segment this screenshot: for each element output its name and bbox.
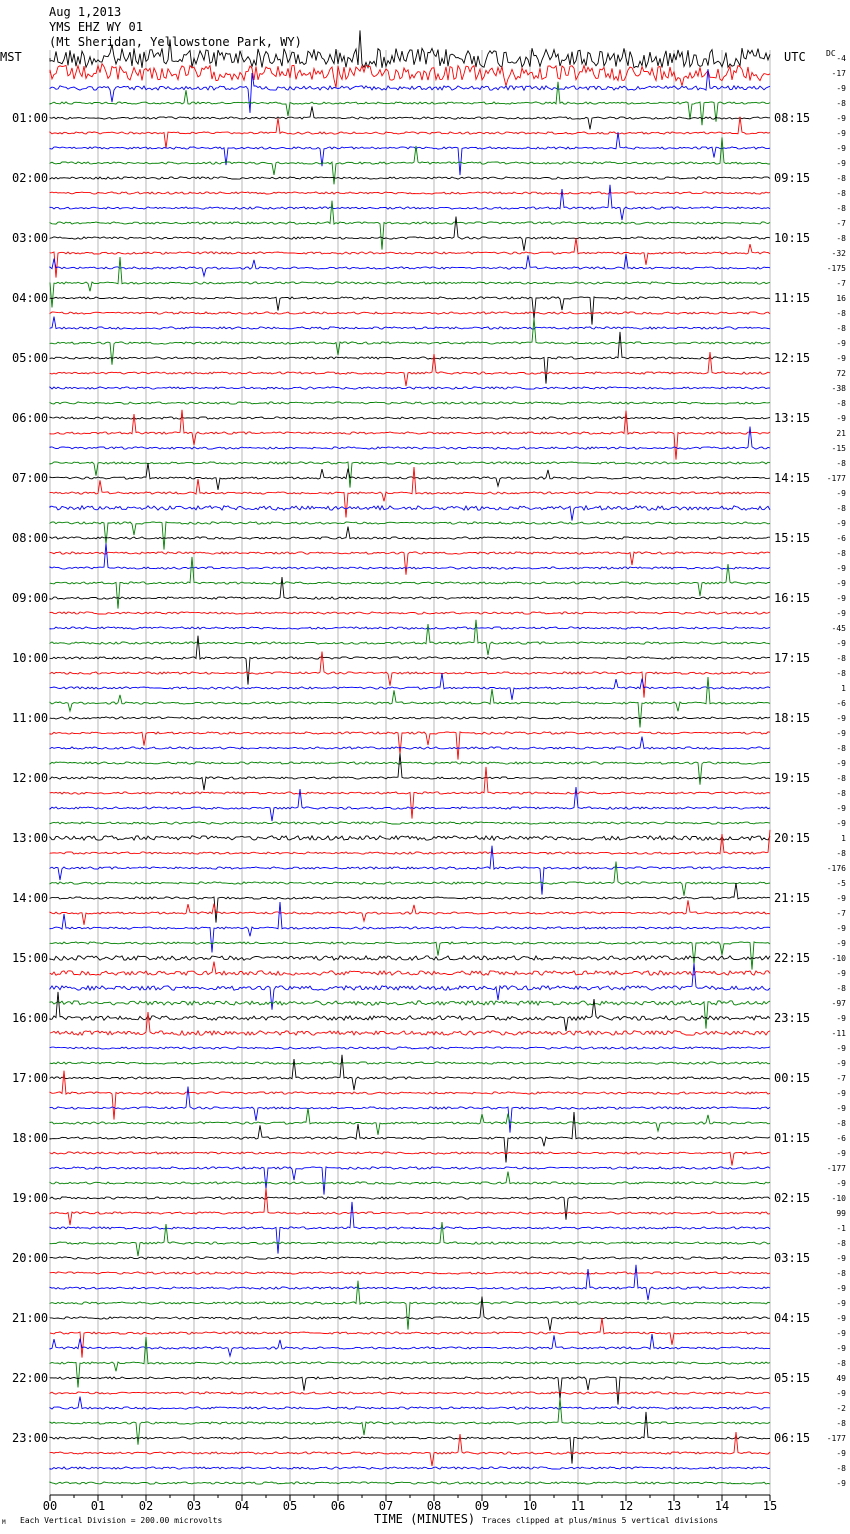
dc-offset-value: -6: [836, 1134, 846, 1143]
trace-line: [50, 1202, 770, 1254]
dc-offset-value: 21: [836, 429, 846, 438]
trace-line: [50, 962, 770, 976]
trace-line: [50, 1467, 770, 1469]
trace-line: [50, 185, 770, 220]
trace-line: [50, 753, 770, 790]
trace-line: [50, 1172, 770, 1185]
trace-line: [50, 387, 770, 389]
trace-line: [50, 652, 770, 698]
dc-offset-value: -7: [836, 909, 846, 918]
dc-offset-value: -8: [836, 99, 846, 108]
trace-line: [50, 317, 770, 330]
dc-offset-value: -11: [831, 1029, 846, 1038]
mst-hour-label: 19:00: [12, 1191, 49, 1205]
mst-hour-label: 20:00: [12, 1251, 49, 1265]
dc-offset-value: -8: [836, 174, 846, 183]
trace-line: [50, 1377, 770, 1405]
dc-offset-value: -8: [836, 399, 846, 408]
trace-line: [50, 1272, 770, 1274]
dc-offset-value: -5: [836, 879, 846, 888]
trace-line: [50, 942, 770, 970]
utc-hour-label: 21:15: [774, 891, 811, 905]
trace-line: [50, 427, 770, 450]
trace-line: [50, 506, 770, 521]
x-axis: [43, 1495, 777, 1513]
trace-line: [50, 312, 770, 314]
dc-offset-value: -8: [836, 669, 846, 678]
mst-hour-label: 01:00: [12, 111, 49, 125]
dc-offset-value: -97: [831, 999, 846, 1008]
dc-offset-value: -8: [836, 459, 846, 468]
trace-line: [50, 830, 770, 854]
dc-offset-value: -1: [836, 1224, 846, 1233]
x-tick-label: 02: [138, 1499, 154, 1513]
dc-offset-value: -10: [831, 1194, 846, 1203]
x-tick-label: 15: [762, 1499, 778, 1513]
dc-offset-value: -8: [836, 744, 846, 753]
dc-offset-value: -8: [836, 234, 846, 243]
mst-hour-label: 13:00: [12, 831, 49, 845]
mst-hour-label: 11:00: [12, 711, 49, 725]
dc-offset-value: -9: [836, 1329, 846, 1338]
trace-line: [50, 732, 770, 760]
utc-hour-label: 02:15: [774, 1191, 811, 1205]
utc-hour-label: 18:15: [774, 711, 811, 725]
utc-hour-label: 23:15: [774, 1011, 811, 1025]
clip-note: Traces clipped at plus/minus 5 vertical divisions: [482, 1516, 719, 1525]
trace-line: [50, 69, 770, 113]
trace-line: [50, 1392, 770, 1394]
dc-offset-value: -9: [836, 84, 846, 93]
dc-offset-value: 72: [836, 369, 846, 378]
trace-line: [50, 612, 770, 614]
utc-hour-label: 09:15: [774, 171, 811, 185]
trace-line: [50, 673, 770, 700]
trace-line: [50, 1001, 770, 1029]
dc-offset-value: -9: [836, 1089, 846, 1098]
mst-hour-label: 08:00: [12, 531, 49, 545]
utc-hour-labels: [774, 111, 810, 1445]
dc-offset-value: -9: [836, 519, 846, 528]
dc-offset-value: -9: [836, 144, 846, 153]
dc-offset-value: -9: [836, 489, 846, 498]
mst-hour-label: 07:00: [12, 471, 49, 485]
trace-line: [50, 1297, 770, 1331]
trace-line: [50, 402, 770, 404]
dc-offset-value: -38: [831, 384, 846, 393]
dc-offset-value: -176: [826, 864, 846, 873]
utc-hour-label: 10:15: [774, 231, 811, 245]
mst-hour-label: 21:00: [12, 1311, 49, 1325]
dc-offset-value: -8: [836, 324, 846, 333]
dc-offset-value: -9: [836, 1479, 846, 1488]
trace-line: [50, 737, 770, 750]
mst-hour-label: 16:00: [12, 1011, 49, 1025]
trace-line: [50, 677, 770, 728]
dc-offset-value: -9: [836, 819, 846, 828]
trace-line: [50, 1397, 770, 1410]
trace-line: [50, 332, 770, 384]
utc-hour-label: 19:15: [774, 771, 811, 785]
dc-offset-value: -8: [836, 204, 846, 213]
trace-line: [50, 846, 770, 895]
dc-offset-value: -9: [836, 129, 846, 138]
trace-line: [50, 257, 770, 308]
dc-offset-value: -8: [836, 654, 846, 663]
trace-line: [50, 177, 770, 179]
dc-offset-value: -9: [836, 1149, 846, 1158]
scale-note: Each Vertical Division = 200.00 microvolts: [20, 1516, 223, 1525]
dc-offset-value: -8: [836, 849, 846, 858]
dc-offset-value: -7: [836, 279, 846, 288]
mst-hour-labels: [12, 111, 48, 1445]
utc-hour-label: 08:15: [774, 111, 811, 125]
dc-offset-value: -9: [836, 1314, 846, 1323]
dc-offset-value: -9: [836, 969, 846, 978]
trace-line: [50, 557, 770, 609]
dc-offset-value: -4: [836, 54, 846, 63]
utc-hour-label: 11:15: [774, 291, 811, 305]
mst-hour-label: 23:00: [12, 1431, 49, 1445]
utc-hour-label: 22:15: [774, 951, 811, 965]
x-tick-label: 09: [474, 1499, 490, 1513]
dc-offset-value: -9: [836, 414, 846, 423]
dc-offset-value: -9: [836, 1044, 846, 1053]
x-tick-label: 13: [666, 1499, 682, 1513]
trace-line: [50, 1318, 770, 1358]
dc-offset-value: -15: [831, 444, 846, 453]
dc-offset-value: -177: [826, 474, 846, 483]
dc-offset-value: -9: [836, 1179, 846, 1188]
dc-offset-value: -9: [836, 714, 846, 723]
trace-line: [50, 107, 770, 130]
trace-line: [50, 902, 770, 953]
trace-line: [50, 822, 770, 824]
dc-offset-value: -6: [836, 534, 846, 543]
mst-hour-label: 06:00: [12, 411, 49, 425]
dc-offset-value: -9: [836, 1014, 846, 1023]
dc-offset-value: -177: [826, 1164, 846, 1173]
mst-hour-label: 22:00: [12, 1371, 49, 1385]
x-tick-label: 07: [378, 1499, 394, 1513]
trace-line: [50, 522, 770, 550]
dc-label: DC: [826, 49, 836, 58]
dc-offset-value: -177: [826, 1434, 846, 1443]
dc-offset-labels: [827, 54, 846, 1488]
x-tick-label: 06: [330, 1499, 346, 1513]
trace-line: [50, 117, 770, 149]
dc-offset-value: -9: [836, 1254, 846, 1263]
corner-mark: M: [2, 1519, 6, 1526]
trace-line: [50, 297, 770, 325]
dc-offset-value: -9: [836, 1299, 846, 1308]
trace-line: [50, 1197, 770, 1220]
dc-offset-value: -8: [836, 504, 846, 513]
trace-line: [50, 552, 770, 575]
x-axis-label: TIME (MINUTES): [374, 1512, 476, 1526]
trace-line: [50, 1047, 770, 1049]
trace-line: [50, 1188, 770, 1225]
dc-offset-value: -9: [836, 894, 846, 903]
trace-line: [50, 883, 770, 923]
trace-line: [50, 900, 770, 925]
dc-offset-value: -8: [836, 1239, 846, 1248]
trace-line: [50, 717, 770, 719]
x-tick-label: 01: [90, 1499, 106, 1513]
trace-line: [50, 1108, 770, 1135]
utc-hour-label: 04:15: [774, 1311, 811, 1325]
trace-line: [50, 762, 770, 785]
x-tick-label: 00: [42, 1499, 58, 1513]
trace-lines: [50, 30, 770, 1484]
dc-offset-value: -9: [836, 1449, 846, 1458]
dc-offset-value: -9: [836, 939, 846, 948]
dc-offset-value: -175: [826, 264, 846, 273]
utc-hour-label: 01:15: [774, 1131, 811, 1145]
trace-line: [50, 1257, 770, 1259]
header-date: Aug 1,2013: [49, 5, 122, 19]
left-axis-title: MST: [0, 50, 22, 64]
mst-hour-label: 04:00: [12, 291, 49, 305]
dc-offset-value: -8: [836, 1464, 846, 1473]
dc-offset-value: -9: [836, 759, 846, 768]
trace-line: [50, 417, 770, 419]
trace-line: [50, 577, 770, 599]
trace-line: [50, 1482, 770, 1484]
x-tick-label: 08: [426, 1499, 442, 1513]
trace-line: [50, 1432, 770, 1466]
dc-offset-value: -9: [836, 609, 846, 618]
dc-offset-value: -8: [836, 789, 846, 798]
trace-line: [50, 620, 770, 655]
mst-hour-label: 02:00: [12, 171, 49, 185]
trace-line: [50, 463, 770, 490]
trace-line: [50, 992, 770, 1031]
dc-offset-value: -8: [836, 549, 846, 558]
mst-hour-label: 10:00: [12, 651, 49, 665]
trace-line: [50, 1152, 770, 1166]
dc-offset-value: 49: [836, 1374, 846, 1383]
dc-offset-value: -9: [836, 339, 846, 348]
dc-offset-value: -9: [836, 924, 846, 933]
trace-line: [50, 1055, 770, 1090]
trace-line: [50, 1334, 770, 1356]
header-location: (Mt Sheridan, Yellowstone Park, WY): [49, 35, 302, 49]
mst-hour-label: 18:00: [12, 1131, 49, 1145]
dc-offset-value: 99: [836, 1209, 846, 1218]
x-tick-label: 04: [234, 1499, 250, 1513]
mst-hour-label: 03:00: [12, 231, 49, 245]
dc-offset-value: -8: [836, 309, 846, 318]
x-tick-label: 14: [714, 1499, 730, 1513]
x-tick-label: 05: [282, 1499, 298, 1513]
dc-offset-value: -9: [836, 1104, 846, 1113]
x-tick-label: 12: [618, 1499, 634, 1513]
dc-offset-value: -9: [836, 564, 846, 573]
trace-line: [50, 1337, 770, 1388]
dc-offset-value: -9: [836, 1389, 846, 1398]
dc-offset-value: -8: [836, 189, 846, 198]
utc-hour-label: 20:15: [774, 831, 811, 845]
utc-hour-label: 00:15: [774, 1071, 811, 1085]
mst-hour-label: 09:00: [12, 591, 49, 605]
utc-hour-label: 03:15: [774, 1251, 811, 1265]
dc-offset-value: -8: [836, 774, 846, 783]
trace-line: [50, 1167, 770, 1195]
dc-offset-value: -8: [836, 1419, 846, 1428]
trace-line: [50, 527, 770, 540]
dc-offset-value: -9: [836, 159, 846, 168]
dc-offset-value: -45: [831, 624, 846, 633]
dc-offset-value: -10: [831, 954, 846, 963]
dc-offset-value: -7: [836, 219, 846, 228]
dc-offset-value: -9: [836, 639, 846, 648]
dc-offset-value: -17: [831, 69, 846, 78]
dc-offset-value: -9: [836, 354, 846, 363]
dc-offset-value: -8: [836, 1359, 846, 1368]
dc-offset-value: -32: [831, 249, 846, 258]
utc-hour-label: 14:15: [774, 471, 811, 485]
utc-hour-label: 12:15: [774, 351, 811, 365]
mst-hour-label: 12:00: [12, 771, 49, 785]
mst-hour-label: 17:00: [12, 1071, 49, 1085]
utc-hour-label: 06:15: [774, 1431, 811, 1445]
dc-offset-value: -9: [836, 114, 846, 123]
dc-offset-value: -9: [836, 804, 846, 813]
trace-line: [50, 132, 770, 175]
dc-offset-value: -9: [836, 1059, 846, 1068]
x-tick-label: 10: [522, 1499, 538, 1513]
right-axis-title: UTC: [784, 50, 806, 64]
dc-offset-value: -9: [836, 1284, 846, 1293]
dc-offset-value: 1: [841, 684, 846, 693]
trace-line: [50, 543, 770, 569]
trace-line: [50, 238, 770, 278]
dc-offset-value: -8: [836, 1119, 846, 1128]
mst-hour-label: 05:00: [12, 351, 49, 365]
mst-hour-label: 14:00: [12, 891, 49, 905]
dc-offset-value: -7: [836, 1074, 846, 1083]
trace-line: [50, 627, 770, 629]
dc-offset-value: 16: [836, 294, 846, 303]
mst-hour-label: 15:00: [12, 951, 49, 965]
trace-line: [50, 1412, 770, 1464]
trace-line: [50, 462, 770, 488]
utc-hour-label: 13:15: [774, 411, 811, 425]
dc-offset-value: -8: [836, 1269, 846, 1278]
dc-offset-value: -9: [836, 1344, 846, 1353]
trace-line: [50, 1062, 770, 1064]
trace-line: [50, 1112, 770, 1163]
trace-line: [50, 1222, 770, 1256]
x-tick-label: 03: [186, 1499, 202, 1513]
dc-offset-value: 1: [841, 834, 846, 843]
trace-line: [50, 836, 770, 840]
trace-line: [50, 192, 770, 194]
trace-line: [50, 767, 770, 819]
dc-offset-value: -2: [836, 1404, 846, 1413]
dc-offset-value: -9: [836, 594, 846, 603]
trace-line: [50, 1265, 770, 1300]
trace-line: [50, 254, 770, 276]
header-station: YMS EHZ WY 01: [49, 20, 143, 34]
trace-line: [50, 217, 770, 251]
dc-offset-value: -8: [836, 984, 846, 993]
dc-offset-value: -6: [836, 699, 846, 708]
trace-line: [50, 862, 770, 896]
dc-offset-value: -9: [836, 579, 846, 588]
utc-hour-label: 15:15: [774, 531, 811, 545]
utc-hour-label: 17:15: [774, 651, 811, 665]
utc-hour-label: 16:15: [774, 591, 811, 605]
dc-offset-value: -9: [836, 729, 846, 738]
trace-line: [50, 956, 770, 960]
x-tick-label: 11: [570, 1499, 586, 1513]
utc-hour-label: 05:15: [774, 1371, 811, 1385]
